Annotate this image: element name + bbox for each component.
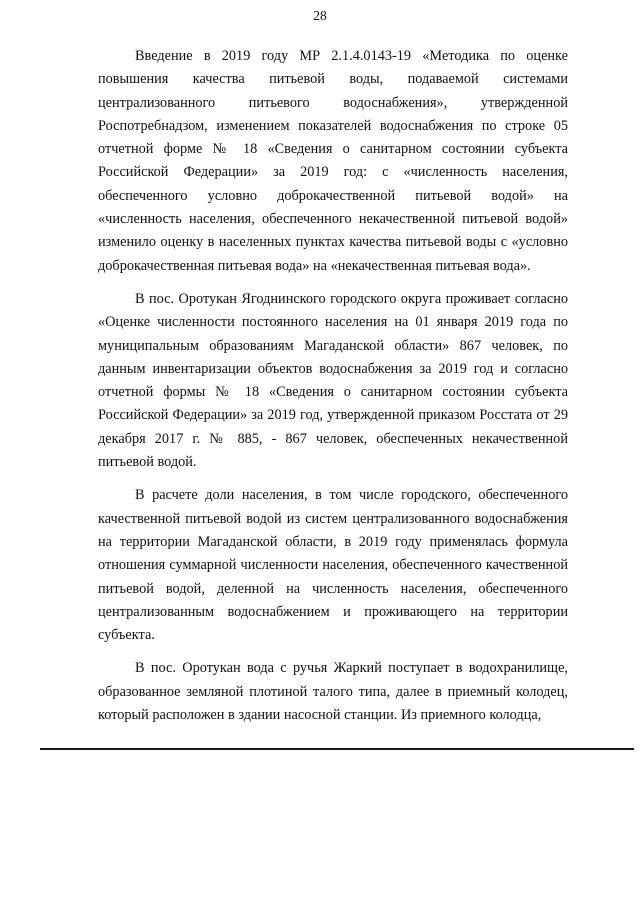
paragraph-water-source: В пос. Оротукан вода с ручья Жаркий поступает в водохранилище, образованное земляной плотиной талого типа, далее в приемный колодец, который расположен в здании насосной станции. Из приемного колодца, — [98, 660, 568, 724]
paragraph-calculation-formula: В расчете доли населения, в том числе городского, обеспеченного качественной питьевой водой из систем централизованного водоснабжения на территории Магаданской области, в 2019 году применялась формула отношения суммарной численности населения, обеспеченного качественной питьевой водой, деленной на численность населения, обеспеченного централизованным водоснабжением и проживающего на территории субъекта. — [98, 487, 568, 644]
paragraph-orotukan-population: В пос. Оротукан Ягоднинского городского округа проживает согласно «Оценке численности постоянного населения на 01 января 2019 года по муниципальным образованиям Магаданской области» 867 человек, по данным инвентаризации объектов водоснабжения за 2019 год и согласно отчетной формы № 18 «Сведения о санитарном состоянии субъекта Российской Федерации» за 2019 год, утвержденной приказом Росстата от 29 декабря 2017 г. № 885, - 867 человек, обеспеченных некачественной питьевой водой. — [98, 290, 568, 471]
page-number: 28 — [313, 8, 327, 23]
paragraph-methodology: Введение в 2019 году МР 2.1.4.0143-19 «Методика по оценке повышения качества питьевой воды, подаваемой системами централизованного питьевого водоснабжения», утвержденной Роспотребнадзом, изменением показателей водоснабжения по строке 05 отчетной форме № 18 «Сведения о санитарном состоянии субъекта Российской Федерации» за 2019 год: с «численность населения, обеспеченного условно доброкачественной питьевой водой» на «численность населения, обеспеченного некачественной питьевой водой» изменило оценку в населенных пунктах качества питьевой воды с «условно доброкачественная питьевая вода» на «некачественная питьевая вода». — [98, 48, 568, 274]
document-body — [98, 45, 568, 737]
page-bottom-rule — [40, 748, 634, 750]
